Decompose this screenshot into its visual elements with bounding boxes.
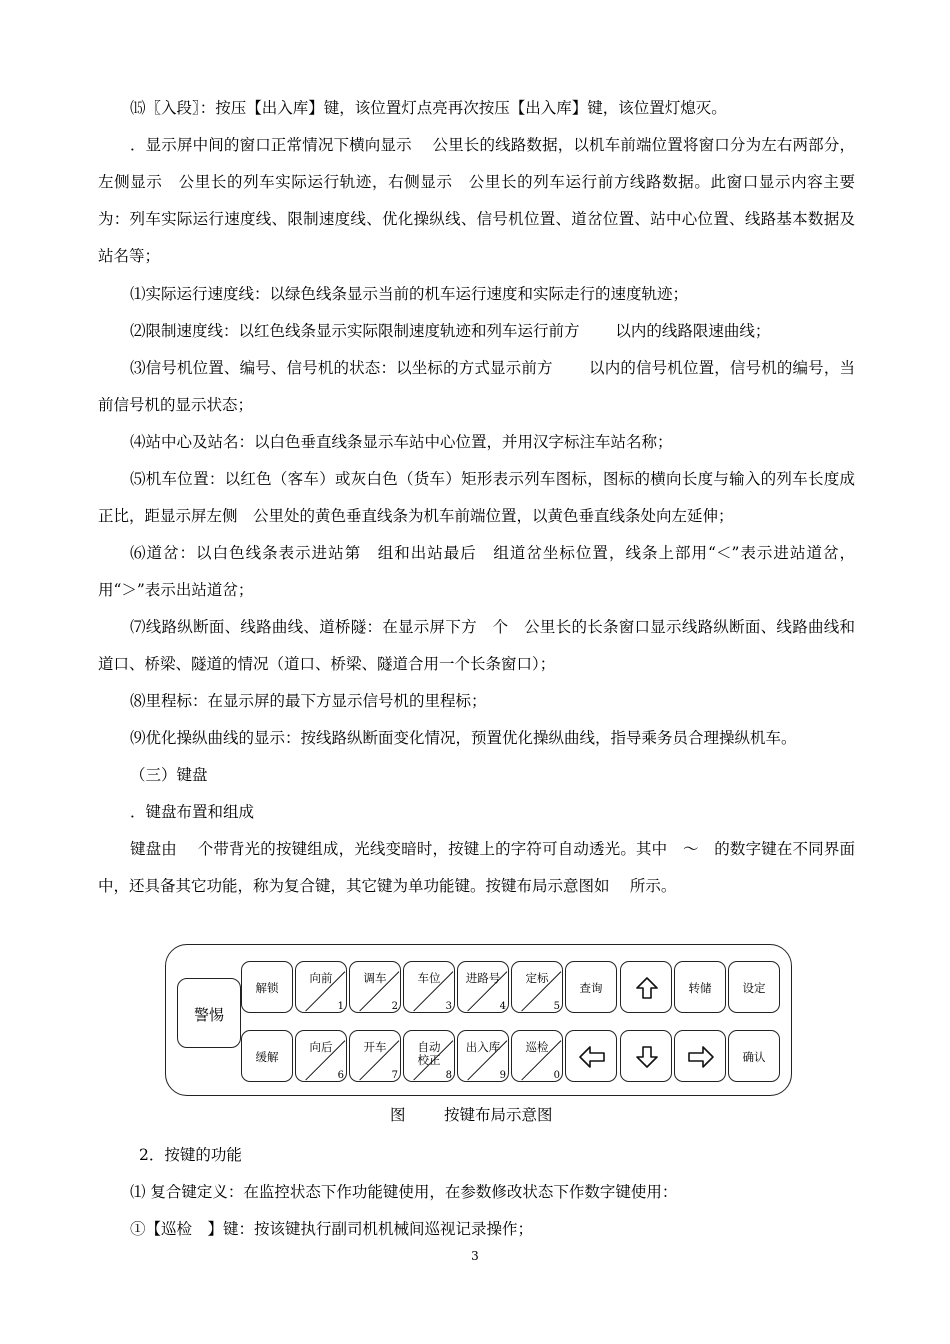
key-number: 0 [553,1070,560,1081]
key-label: 巡检 [525,1040,549,1054]
key-label: 向后 [309,1040,333,1054]
subsection-heading: ．键盘布置和组成 [130,803,255,821]
key-3-row2 [349,1030,401,1082]
arrow-up-icon [633,976,661,1000]
key-6-row2 [511,1030,563,1082]
key-10-row2 [728,1030,780,1082]
paragraph: ⑼优化操纵曲线的显示：按线路纵断面变化情况，预置优化操纵曲线，指导乘务员合理操纵机车。 [130,729,797,747]
paragraph: ⑺线路纵断面、线路曲线、道桥隧：在显示屏下方 个 公里长的长条窗口显示线路纵断面、线路曲线和道口、桥梁、隧道的情况（道口、桥梁、隧道合用一个长条窗口）； [98,618,855,673]
paragraph: 键盘由 个带背光的按键组成，光线变暗时，按键上的字符可自动透光。其中 ～ 的数字键在不同界面中，还具备其它功能，称为复合键，其它键为单功能键。按键布局示意图如 所示。 [98,840,855,895]
key-number: 2 [391,1001,398,1012]
key-number: 7 [391,1070,398,1081]
paragraph: ⑶信号机位置、编号、信号机的状态：以坐标的方式显示前方 以内的信号机位置，信号机的编号，当前信号机的显示状态； [98,359,855,414]
key-label: 缓解 [255,1050,279,1064]
key-number: 9 [499,1070,506,1081]
key-label: 定标 [525,971,549,985]
key-6-row1 [511,961,563,1013]
key-arrow-right [674,1030,726,1082]
key-10-row1 [728,961,780,1013]
section-heading: （三）键盘 [130,766,208,784]
keyboard-layout-diagram [165,944,792,1096]
key-1-row2 [241,1030,293,1082]
paragraph: ⑵限制速度线：以红色线条显示实际限制速度轨迹和列车运行前方 以内的线路限速曲线； [130,322,771,340]
key-4-row1 [403,961,455,1013]
key-label: 确认 [742,1050,766,1064]
key-label: 解锁 [255,981,279,995]
key-number: 3 [445,1001,452,1012]
key-label: 出入库 [465,1040,501,1054]
key-5-row2 [457,1030,509,1082]
key-label: 设定 [742,981,766,995]
key-label: 进路号 [465,971,501,985]
key-label: 自动 校正 [417,1040,441,1067]
key-label: 警惕 [193,1006,224,1024]
key-label: 查询 [579,981,603,995]
paragraph: ⑴实际运行速度线：以绿色线条显示当前的机车运行速度和实际走行的速度轨迹； [130,285,689,303]
key-label: 调车 [363,971,387,985]
paragraph: ⑻里程标：在显示屏的最下方显示信号机的里程标； [130,692,487,710]
paragraph: ①【巡检 】键：按该键执行副司机机械间巡视记录操作； [130,1220,534,1238]
key-number: 5 [553,1001,560,1012]
key-2-row2 [295,1030,347,1082]
key-label: 车位 [417,971,441,985]
key-4-row2 [403,1030,455,1082]
key-number: 8 [445,1070,452,1081]
key-number: 6 [337,1070,344,1081]
figure-label: 图 [390,1106,406,1124]
key-label: 转储 [688,981,712,995]
arrow-down-icon [633,1045,661,1069]
paragraph: ⑹道岔：以白色线条表示进站第 组和出站最后 组道岔坐标位置，线条上部用“＜”表示进站道岔，用“＞”表示出站道岔； [98,544,855,599]
key-number: 1 [337,1001,344,1012]
key-arrow-down [620,1030,672,1082]
arrow-left-icon [578,1045,606,1069]
key-number: 4 [499,1001,506,1012]
paragraph: ．显示屏中间的窗口正常情况下横向显示 公里长的线路数据，以机车前端位置将窗口分为左右两部分，左侧显示 公里长的列车实际运行轨迹，右侧显示 公里长的列车运行前方线路数据。此窗口显示内容主要为：列车实际运行速度线、限制速度线、优化操纵线、信号机位置、道岔位置、站中心位置、线路基本数据及站名等； [98,136,855,265]
page-number: 3 [471,1249,479,1263]
paragraph: ⑷站中心及站名：以白色垂直线条显示车站中心位置，并用汉字标注车站名称； [130,433,673,451]
figure-title: 按键布局示意图 [444,1106,553,1124]
key-2-row1 [295,961,347,1013]
paragraph: ⑴ 复合键定义：在监控状态下作功能键使用，在参数修改状态下作数字键使用： [130,1183,678,1201]
key-7-row1 [565,961,617,1013]
paragraph: ⒂〖入段〗：按压【出入库】键，该位置灯点亮再次按压【出入库】键，该位置灯熄灭。 [130,99,727,117]
key-label: 向前 [309,971,333,985]
key-3-row1 [349,961,401,1013]
paragraph: ⑸机车位置：以红色（客车）或灰白色（货车）矩形表示列车图标，图标的横向长度与输入的列车长度成正比，距显示屏左侧 公里处的黄色垂直线条为机车前端位置，以黄色垂直线条处向左延伸； [98,470,855,525]
subsection-heading: 2．按键的功能 [139,1146,242,1164]
key-9-row1 [674,961,726,1013]
key-arrow-up [620,961,672,1013]
key-label: 开车 [363,1040,387,1054]
key-1-row1 [241,961,293,1013]
figure-caption [0,1103,950,1133]
key-arrow-left [565,1030,617,1082]
key-5-row1 [457,961,509,1013]
arrow-right-icon [687,1045,715,1069]
key-warn [177,978,241,1048]
